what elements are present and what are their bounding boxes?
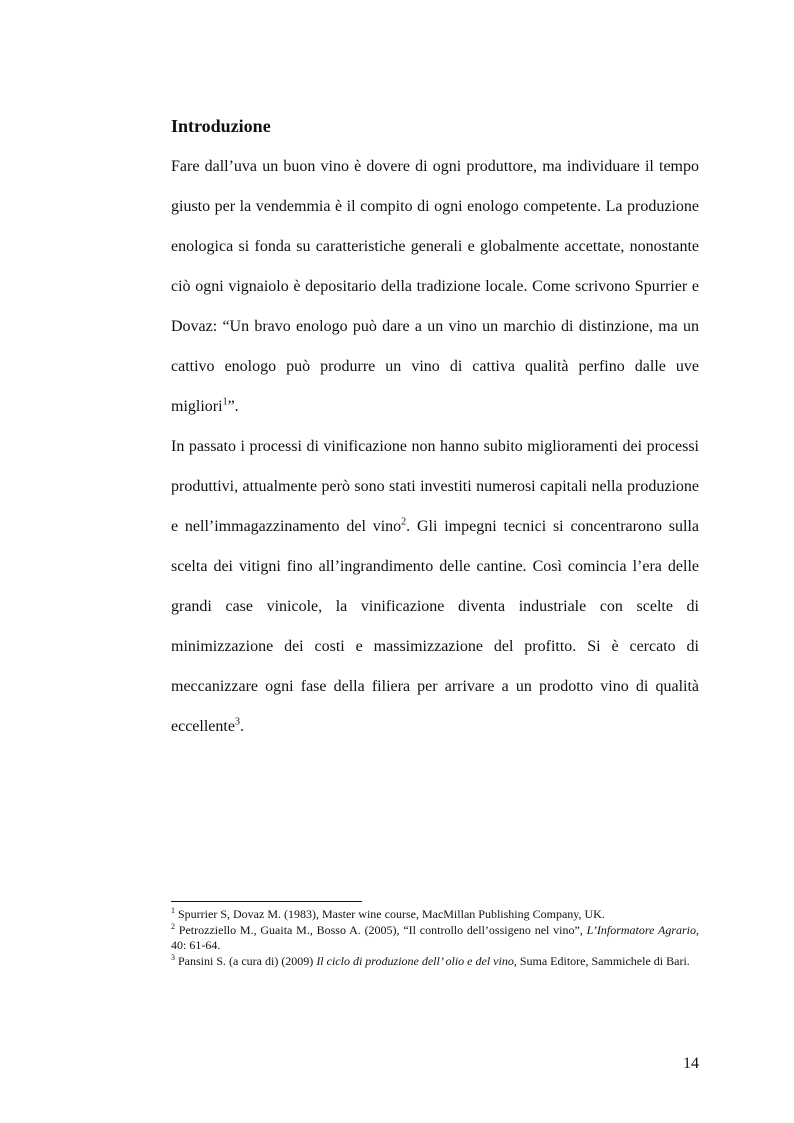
paragraph-1-text: Fare dall’uva un buon vino è dovere di ogni produttore, ma individuare il tempo giusto per la vendemmia è il compito di ogni enologo competente. La produzione enologica si fonda su caratteristiche generali e globalmente accettate, nonostante ciò ogni vignaiolo è depositario della tradizione locale. Come scrivono Spurrier e Dovaz: “Un bravo enologo può dare a un vino un marchio di distinzione, ma un cattivo enologo può produrre un vino di cattiva qualità perfino dalle uve migliori	[171, 158, 699, 415]
footnote-ref-3: 3	[234, 716, 240, 728]
footnote-3	[171, 954, 699, 969]
footnote-2-text-b: , 40: 61-64.	[171, 923, 699, 952]
footnote-1-text: Spurrier S, Dovaz M. (1983), Master wine course, MacMillan Publishing Company, UK.	[178, 907, 605, 921]
paragraph-2-text-a: In passato i processi di vinificazione non hanno subito miglioramenti dei processi produttivi, attualmente però sono stati investiti numerosi capitali nella produzione e nell’immagazzinamento del vino	[171, 438, 699, 535]
footnotes	[171, 907, 699, 970]
body-text	[171, 147, 699, 747]
footnote-1-number: 1	[171, 906, 175, 915]
paragraph-1-tail: ”.	[227, 398, 239, 415]
footnote-2-journal: L’Informatore Agrario	[586, 923, 696, 937]
footnote-3-text-b: , Suma Editore, Sammichele di Bari.	[513, 954, 690, 968]
footnote-2	[171, 923, 699, 953]
footnote-2-number: 2	[171, 922, 175, 931]
paragraph-2	[171, 427, 699, 747]
footnote-2-text-a: Petrozziello M., Guaita M., Bosso A. (2005), “Il controllo dell’ossigeno nel vino”,	[178, 923, 587, 937]
section-heading: Introduzione	[171, 116, 271, 136]
paragraph-2-text-b: . Gli impegni tecnici si concentrarono sulla scelta dei vitigni fino all’ingrandimento delle cantine. Così comincia l’era delle grandi case vinicole, la vinificazione diventa industriale con scelte di minimizzazione dei costi e massimizzazione del profitto. Si è cercato di meccanizzare ogni fase della filiera per arrivare a un prodotto vino di qualità eccellente	[171, 518, 699, 735]
footnote-ref-2: 2	[401, 516, 407, 528]
footnote-3-book-title: Il ciclo di produzione dell’ olio e del vino	[316, 954, 514, 968]
paragraph-2-tail: .	[239, 718, 244, 735]
footnote-ref-1: 1	[222, 396, 228, 408]
footnote-3-text-a: Pansini S. (a cura di) (2009)	[178, 954, 317, 968]
footnote-3-number: 3	[171, 953, 175, 962]
footnote-1	[171, 907, 699, 922]
page-number: 14	[683, 1055, 699, 1072]
footnote-separator	[171, 901, 362, 902]
paragraph-1	[171, 147, 699, 427]
